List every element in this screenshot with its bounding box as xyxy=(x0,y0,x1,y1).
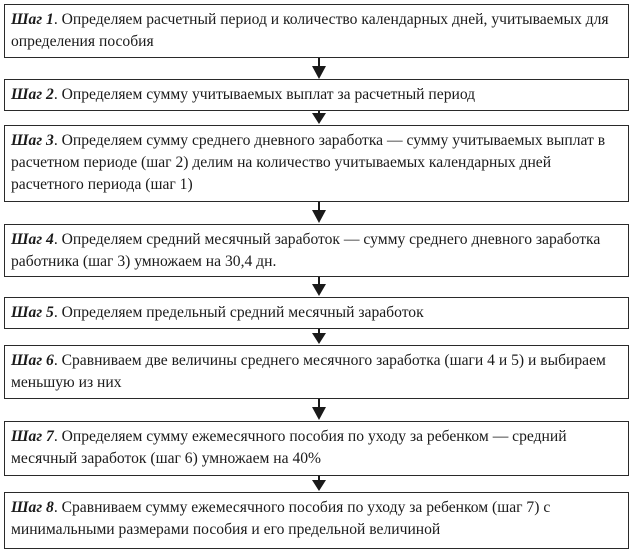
step-8-separator: . xyxy=(53,499,62,516)
step-8-label: Шаг 8 xyxy=(11,499,54,516)
step-5-separator: . xyxy=(53,304,62,321)
step-4-box xyxy=(4,224,629,277)
arrow-3-4 xyxy=(309,202,329,224)
step-2-label: Шаг 2 xyxy=(11,86,54,103)
step-4-text: Определяем средний месячный заработок — сумму среднего дневного заработка работника (шаг 3) умножаем на 30,4 дн. xyxy=(11,231,601,270)
step-6-box xyxy=(4,345,629,399)
arrow-7-8 xyxy=(309,476,329,492)
step-1-separator: . xyxy=(53,11,62,28)
arrow-2-3 xyxy=(309,111,329,125)
step-3-text: Определяем сумму среднего дневного заработка — сумму учитываемых выплат в расчетном периоде (шаг 2) делим на количество учитываемых календарных дней расчетного периода (шаг 1) xyxy=(11,132,606,193)
step-2-separator: . xyxy=(53,86,62,103)
step-8-text: Сравниваем сумму ежемесячного пособия по уходу за ребенком (шаг 7) с минимальными размерами пособия и его предельной величиной xyxy=(11,499,551,538)
arrow-4-5 xyxy=(309,277,329,297)
step-6-text: Сравниваем две величины среднего месячного заработка (шаги 4 и 5) и выбираем меньшую из них xyxy=(11,352,606,391)
arrow-1-2 xyxy=(309,58,329,80)
arrow-6-7 xyxy=(309,399,329,421)
step-5-label: Шаг 5 xyxy=(11,304,54,321)
step-4-separator: . xyxy=(53,231,62,248)
step-6-separator: . xyxy=(53,352,62,369)
step-6-label: Шаг 6 xyxy=(11,352,54,369)
step-7-separator: . xyxy=(53,428,62,445)
step-1-label: Шаг 1 xyxy=(11,11,54,28)
step-5-box xyxy=(4,297,629,329)
step-8-box xyxy=(4,492,629,549)
step-3-separator: . xyxy=(53,132,62,149)
step-1-text: Определяем расчетный период и количество календарных дней, учитываемых для определения пособия xyxy=(11,11,609,50)
step-7-box xyxy=(4,421,629,476)
step-3-label: Шаг 3 xyxy=(11,132,54,149)
step-3-box xyxy=(4,125,629,202)
step-4-label: Шаг 4 xyxy=(11,231,54,248)
arrow-5-6 xyxy=(309,329,329,345)
step-7-text: Определяем сумму ежемесячного пособия по уходу за ребенком — средний месячный заработок (шаг 6) умножаем на 40% xyxy=(11,428,567,467)
step-2-text: Определяем сумму учитываемых выплат за расчетный период xyxy=(61,86,476,103)
step-7-label: Шаг 7 xyxy=(11,428,54,445)
step-2-box xyxy=(4,79,629,111)
step-1-box xyxy=(4,4,629,58)
step-5-text: Определяем предельный средний месячный заработок xyxy=(61,304,424,321)
